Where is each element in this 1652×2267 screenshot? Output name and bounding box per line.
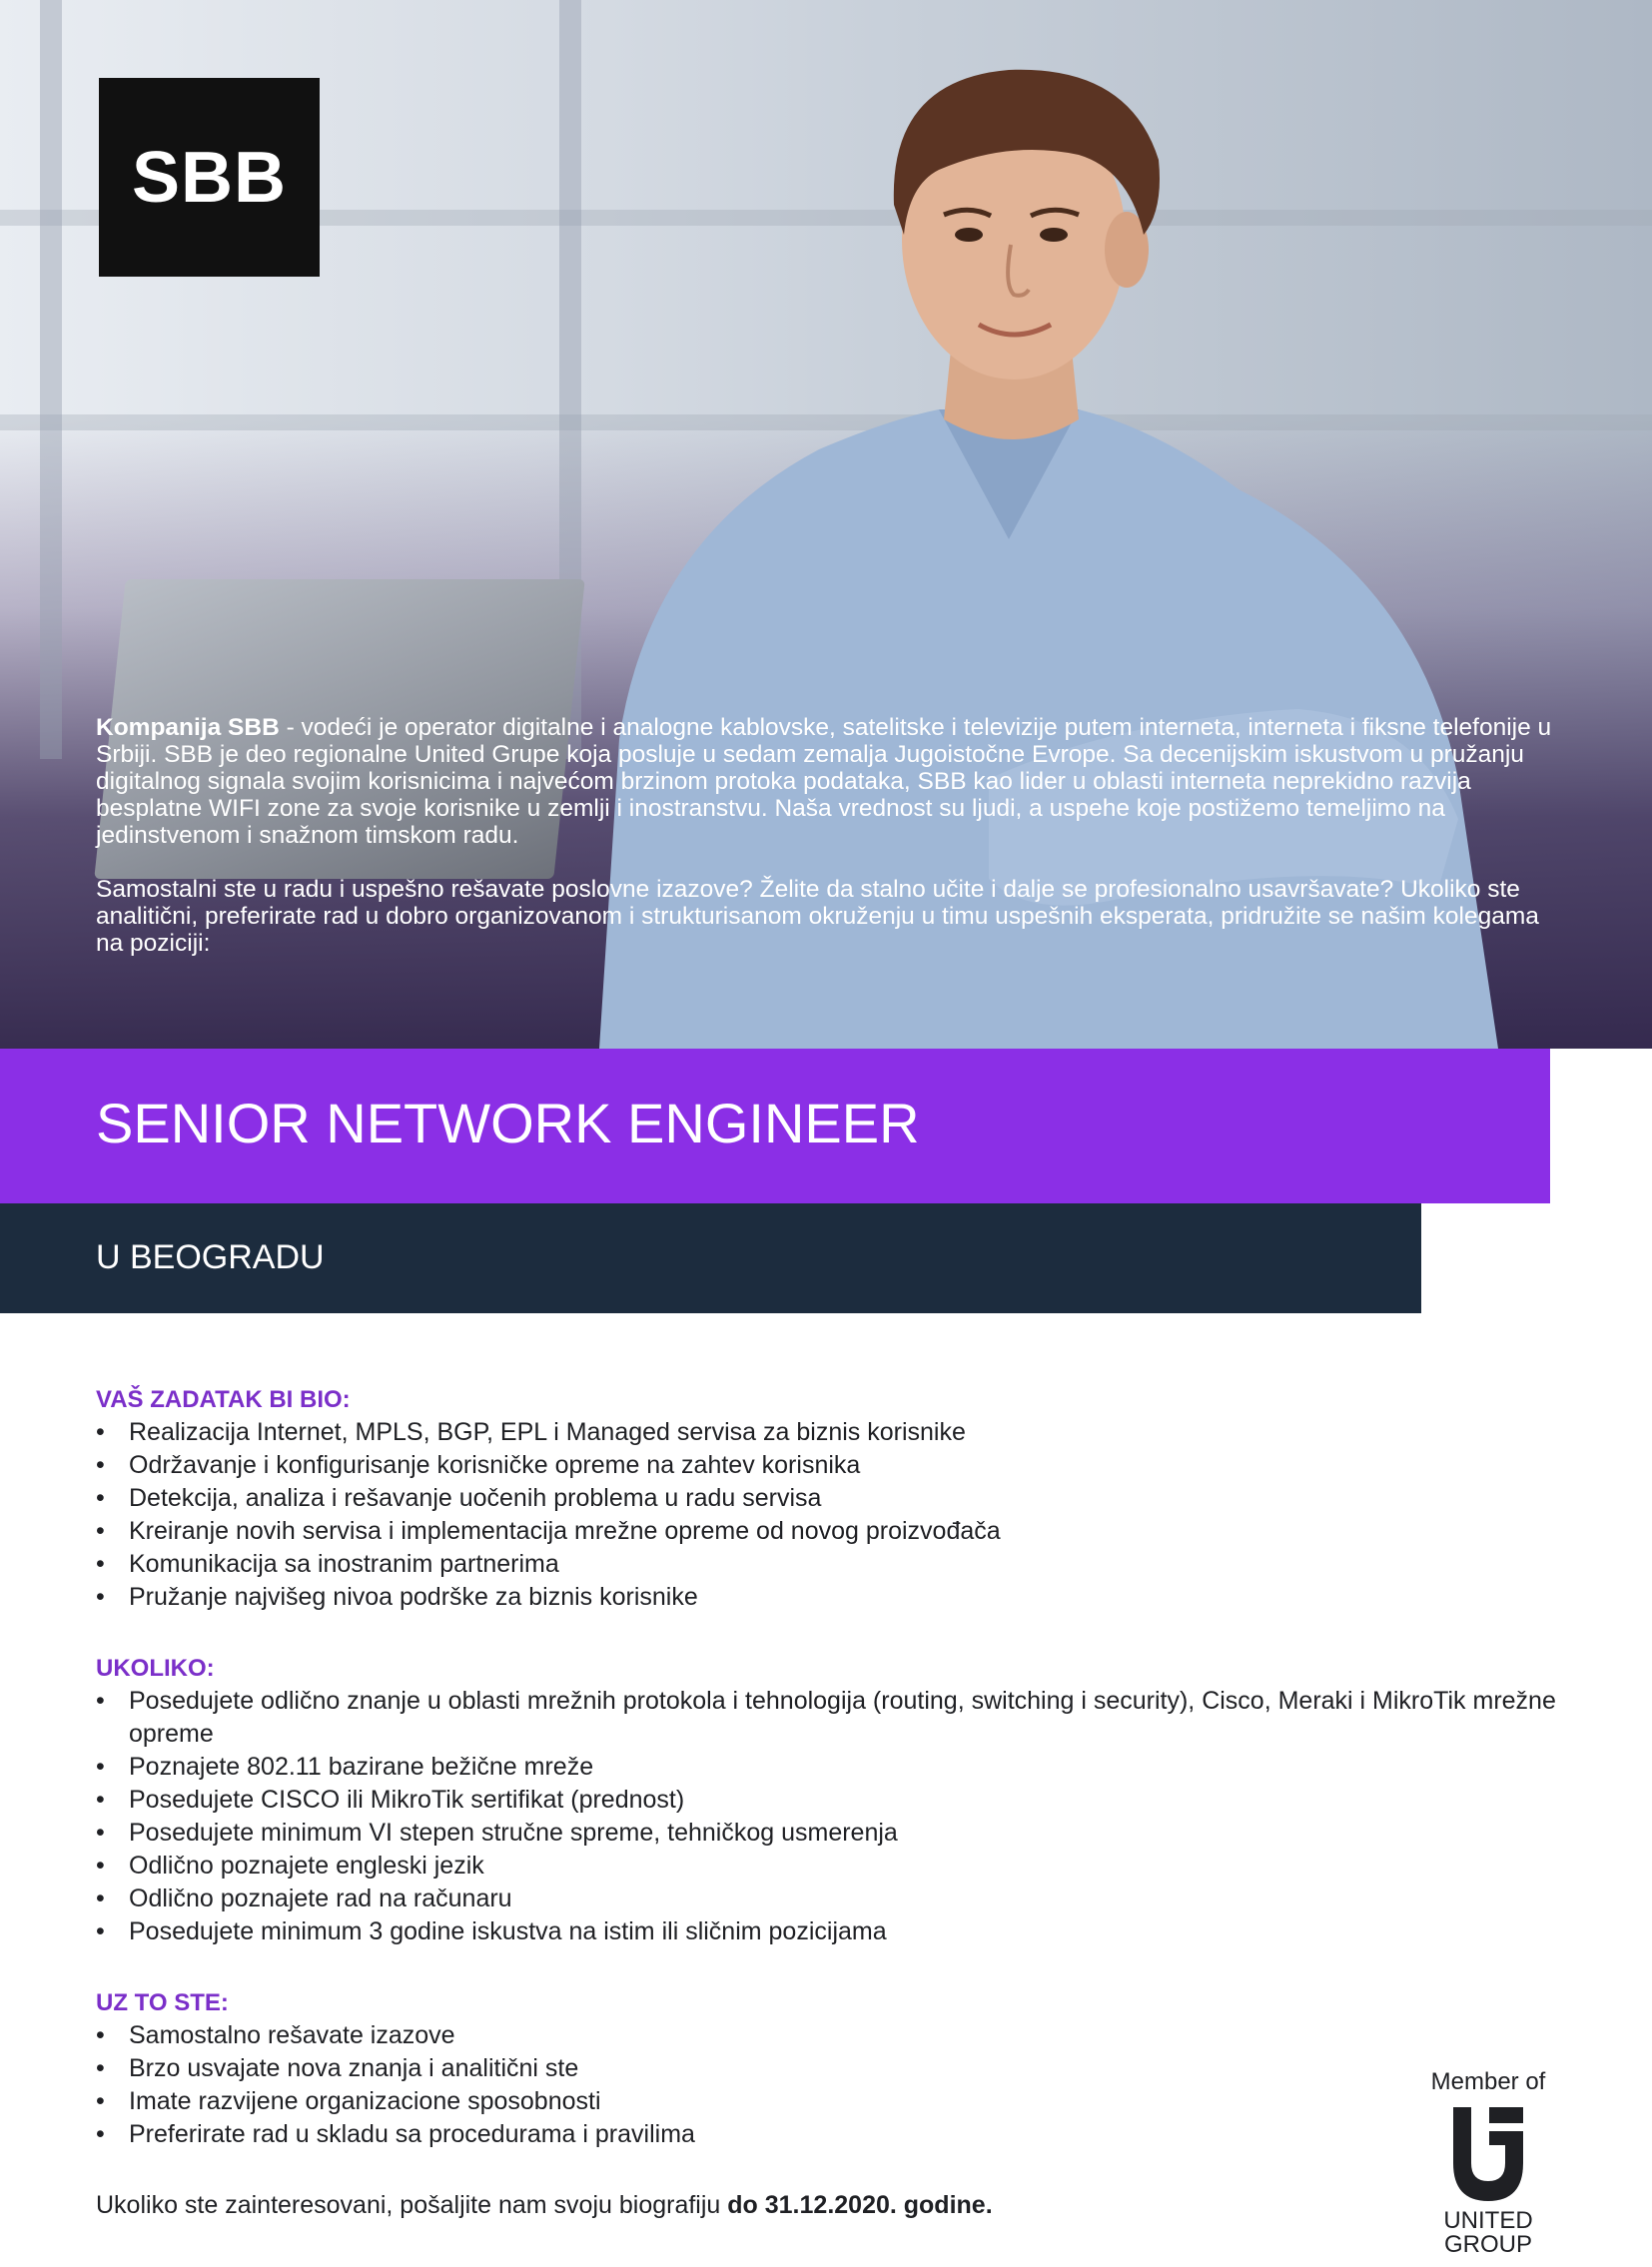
application-deadline: do 31.12.2020. godine. — [727, 2191, 993, 2219]
sbb-logo — [99, 78, 320, 277]
list-item: • Detekcija, analiza i rešavanje uočenih problema u radu servisa — [96, 1482, 1574, 1515]
member-of-label: Member of — [1430, 2068, 1546, 2095]
list-item: • Održavanje i konfigurisanje korisničke opreme na zahtev korisnika — [96, 1449, 1574, 1482]
job-title: SENIOR NETWORK ENGINEER — [96, 1092, 920, 1154]
requirements-list — [96, 1685, 1574, 1948]
job-location: U BEOGRADU — [96, 1238, 325, 1276]
intro-paragraph-1 — [96, 714, 1554, 849]
list-item: • Kreiranje novih servisa i implementacija mrežne opreme od novog proizvođača — [96, 1515, 1574, 1548]
united-group-logo-icon — [1445, 2105, 1531, 2203]
logo-text: SBB — [131, 137, 287, 218]
list-item: • Posedujete minimum 3 godine iskustva na istim ili sličnim pozicijama — [96, 1915, 1574, 1948]
job-title-band — [0, 1049, 1550, 1203]
list-item: • Komunikacija sa inostranim partnerima — [96, 1548, 1574, 1581]
application-text: Ukoliko ste zainteresovani, pošaljite nam svoju biografiju — [96, 2191, 728, 2219]
list-item: • Posedujete CISCO ili MikroTik sertifikat (prednost) — [96, 1784, 1574, 1817]
list-item: • Realizacija Internet, MPLS, BGP, EPL i Managed servisa za biznis korisnike — [96, 1416, 1574, 1449]
job-details — [96, 1383, 1574, 2222]
united-group-line-1: UNITED — [1443, 2207, 1533, 2234]
united-group-name — [1408, 2209, 1568, 2257]
tasks-list — [96, 1416, 1574, 1614]
application-note — [96, 2189, 1574, 2222]
list-item: • Samostalno rešavate izazove — [96, 2019, 1574, 2052]
company-name: Kompanija SBB — [96, 714, 280, 741]
list-item: • Poznajete 802.11 bazirane bežične mreže — [96, 1751, 1574, 1784]
list-item: • Pružanje najvišeg nivoa podrške za biznis korisnike — [96, 1581, 1574, 1614]
list-item: • Posedujete odlično znanje u oblasti mrežnih protokola i tehnologija (routing, switching i security), Cisco, Meraki i MikroTik mrežne opreme — [96, 1685, 1574, 1751]
list-item: • Brzo usvajate nova znanja i analitični ste — [96, 2052, 1574, 2085]
list-item: • Imate razvijene organizacione sposobnosti — [96, 2085, 1574, 2118]
member-of-united-group — [1408, 2067, 1568, 2257]
hero-banner — [0, 0, 1652, 1049]
list-item: • Odlično poznajete engleski jezik — [96, 1850, 1574, 1883]
list-item: • Preferirate rad u skladu sa procedurama i pravilima — [96, 2118, 1574, 2151]
job-location-band — [0, 1203, 1421, 1313]
window-frame — [40, 0, 62, 759]
traits-heading: UZ TO STE: — [96, 1989, 229, 2016]
united-group-line-2: GROUP — [1443, 2231, 1532, 2258]
traits-list — [96, 2019, 1574, 2151]
intro-text — [96, 714, 1554, 957]
requirements-heading: UKOLIKO: — [96, 1655, 215, 1682]
list-item: • Posedujete minimum VI stepen stručne spreme, tehničkog usmerenja — [96, 1817, 1574, 1850]
intro-paragraph-2: Samostalni ste u radu i uspešno rešavate poslovne izazove? Želite da stalno učite i dalje se profesionalno usavršavate? Ukoliko ste analitični, preferirate rad u dobro organizovanom i strukturisanom okruženju u timu uspešnih eksperata, pridružite se našim kolegama na poziciji: — [96, 876, 1539, 957]
tasks-heading: VAŠ ZADATAK BI BIO: — [96, 1386, 351, 1413]
intro-paragraph-1-text: - vodeći je operator digitalne i analogne kablovske, satelitske i televizije putem interneta, interneta i fiksne telefonije u Srbiji. SBB je deo regionalne United Grupe koja posluje u sedam zemalja Jugoistočne Evrope. Sa decenijskim iskustvom u pružanju digitalnog signala svojim korisnicima i najvećom brzinom protoka podataka, SBB kao lider u oblasti interneta neprekidno razvija besplatne WIFI zone za svoje korisnike u zemlji i inostranstvu. Naša vrednost su ljudi, a uspehe koje postižemo temeljimo na jedinstvenom i snažnom timskom radu. — [96, 714, 1552, 849]
list-item: • Odlično poznajete rad na računaru — [96, 1883, 1574, 1915]
